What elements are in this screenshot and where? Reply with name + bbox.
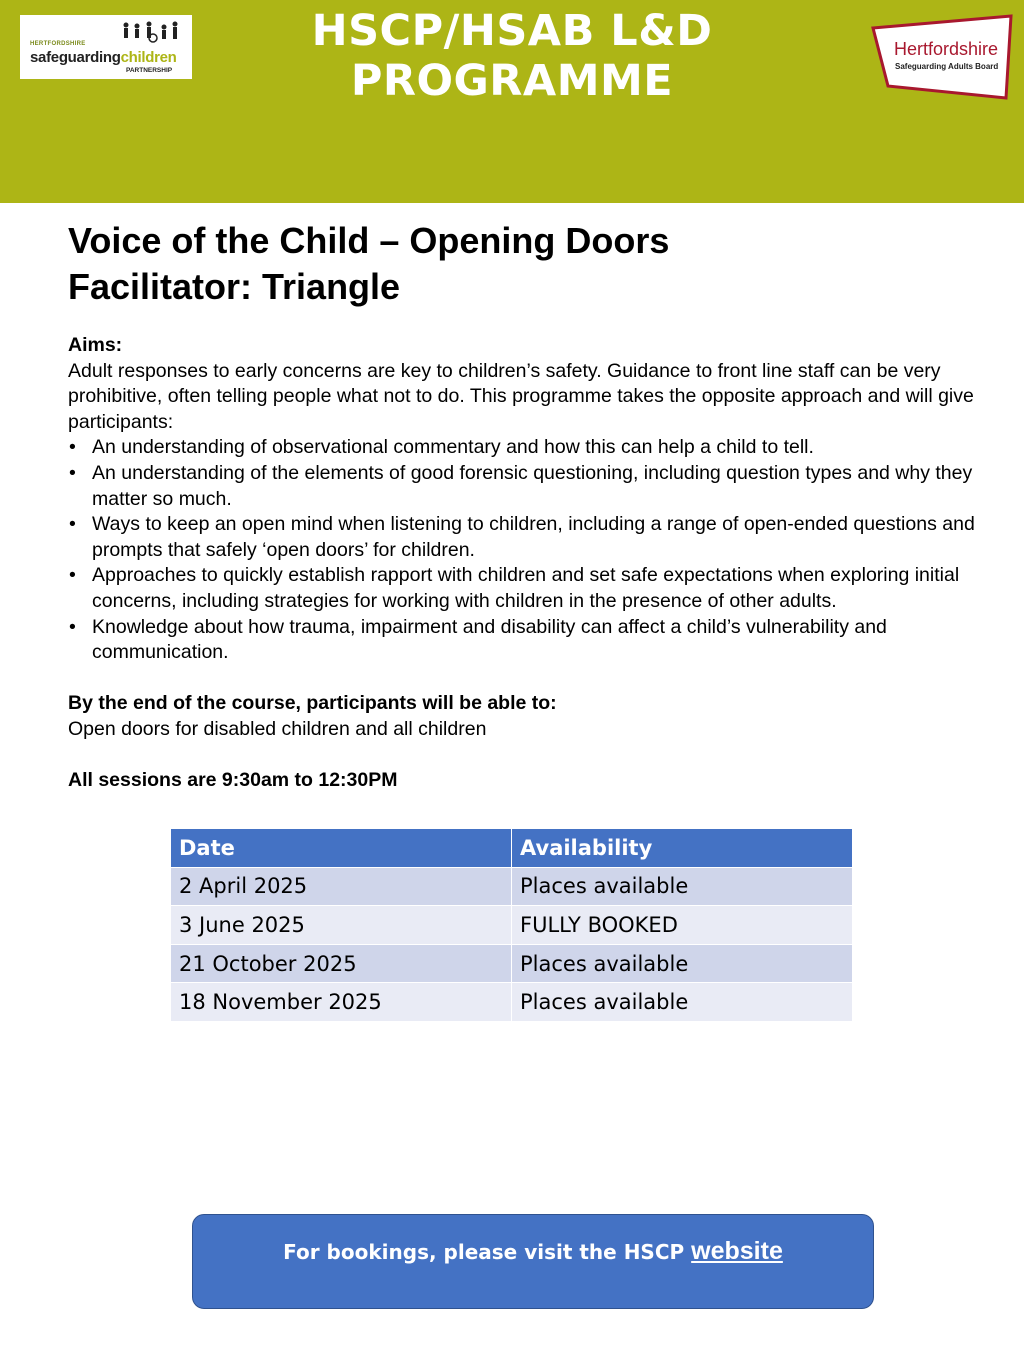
logo-right-name: Hertfordshire	[894, 39, 999, 59]
website-link[interactable]: website	[691, 1237, 783, 1265]
aims-bullet: • Knowledge about how trauma, impairment and disability can affect a child’s vulnerability and communication.	[68, 615, 978, 666]
table-header-row	[171, 829, 853, 868]
aims-bullet: • An understanding of the elements of good forensic questioning, including question types and why they matter so much.	[68, 461, 978, 512]
session-date: 21 October 2025	[171, 944, 512, 983]
hertfordshire-sab-logo	[870, 14, 1016, 105]
aims-list	[68, 435, 978, 665]
session-availability: Places available	[512, 983, 853, 1022]
course-title	[68, 218, 669, 310]
safeguarding-children-logo	[20, 15, 192, 79]
session-date: 3 June 2025	[171, 906, 512, 945]
booking-text: For bookings, please visit the HSCP	[283, 1240, 685, 1264]
aims-bullet: • An understanding of observational commentary and how this can help a child to tell.	[68, 435, 978, 461]
course-description	[68, 333, 978, 794]
logo-main-text: safeguardingchildren	[30, 49, 177, 66]
course-title-line1: Voice of the Child – Opening Doors	[68, 220, 670, 261]
sessions-note: All sessions are 9:30am to 12:30PM	[68, 769, 398, 792]
header-banner	[0, 0, 1024, 203]
aims-heading: Aims:	[68, 334, 123, 356]
aims-intro: Adult responses to early concerns are key to children’s safety. Guidance to front line staff can be very prohibitive, often telling people what not to do. This programme takes the opposite approach and will give participants:	[68, 359, 974, 433]
page-title: HSCP/HSAB L&D PROGRAMME	[311, 6, 713, 106]
booking-box	[192, 1214, 874, 1309]
session-availability: Places available	[512, 944, 853, 983]
outcomes-text: Open doors for disabled children and all children	[68, 717, 487, 740]
booking-text-line	[193, 1237, 873, 1266]
session-date: 18 November 2025	[171, 983, 512, 1022]
column-header-date: Date	[171, 829, 512, 868]
table-row	[171, 867, 853, 906]
session-availability: FULLY BOOKED	[512, 906, 853, 945]
logo-right-sub: Safeguarding Adults Board	[895, 62, 999, 71]
schedule-table	[170, 828, 853, 1022]
session-availability: Places available	[512, 867, 853, 906]
logo-small-text: HERTFORDSHIRE	[30, 41, 86, 47]
table-row	[171, 983, 853, 1022]
logo-sub-text: PARTNERSHIP	[126, 67, 173, 74]
column-header-availability: Availability	[512, 829, 853, 868]
people-figures-icon	[120, 21, 182, 43]
outcomes-heading: By the end of the course, participants will be able to:	[68, 692, 557, 715]
facilitator-line: Facilitator: Triangle	[68, 266, 401, 307]
aims-bullet: • Ways to keep an open mind when listening to children, including a range of open-ended questions and prompts that safely ‘open doors’ for children.	[68, 512, 978, 563]
table-row	[171, 944, 853, 983]
aims-bullet: • Approaches to quickly establish rapport with children and set safe expectations when exploring initial concerns, including strategies for working with children in the presence of other adults.	[68, 563, 978, 614]
table-row	[171, 906, 853, 945]
session-date: 2 April 2025	[171, 867, 512, 906]
